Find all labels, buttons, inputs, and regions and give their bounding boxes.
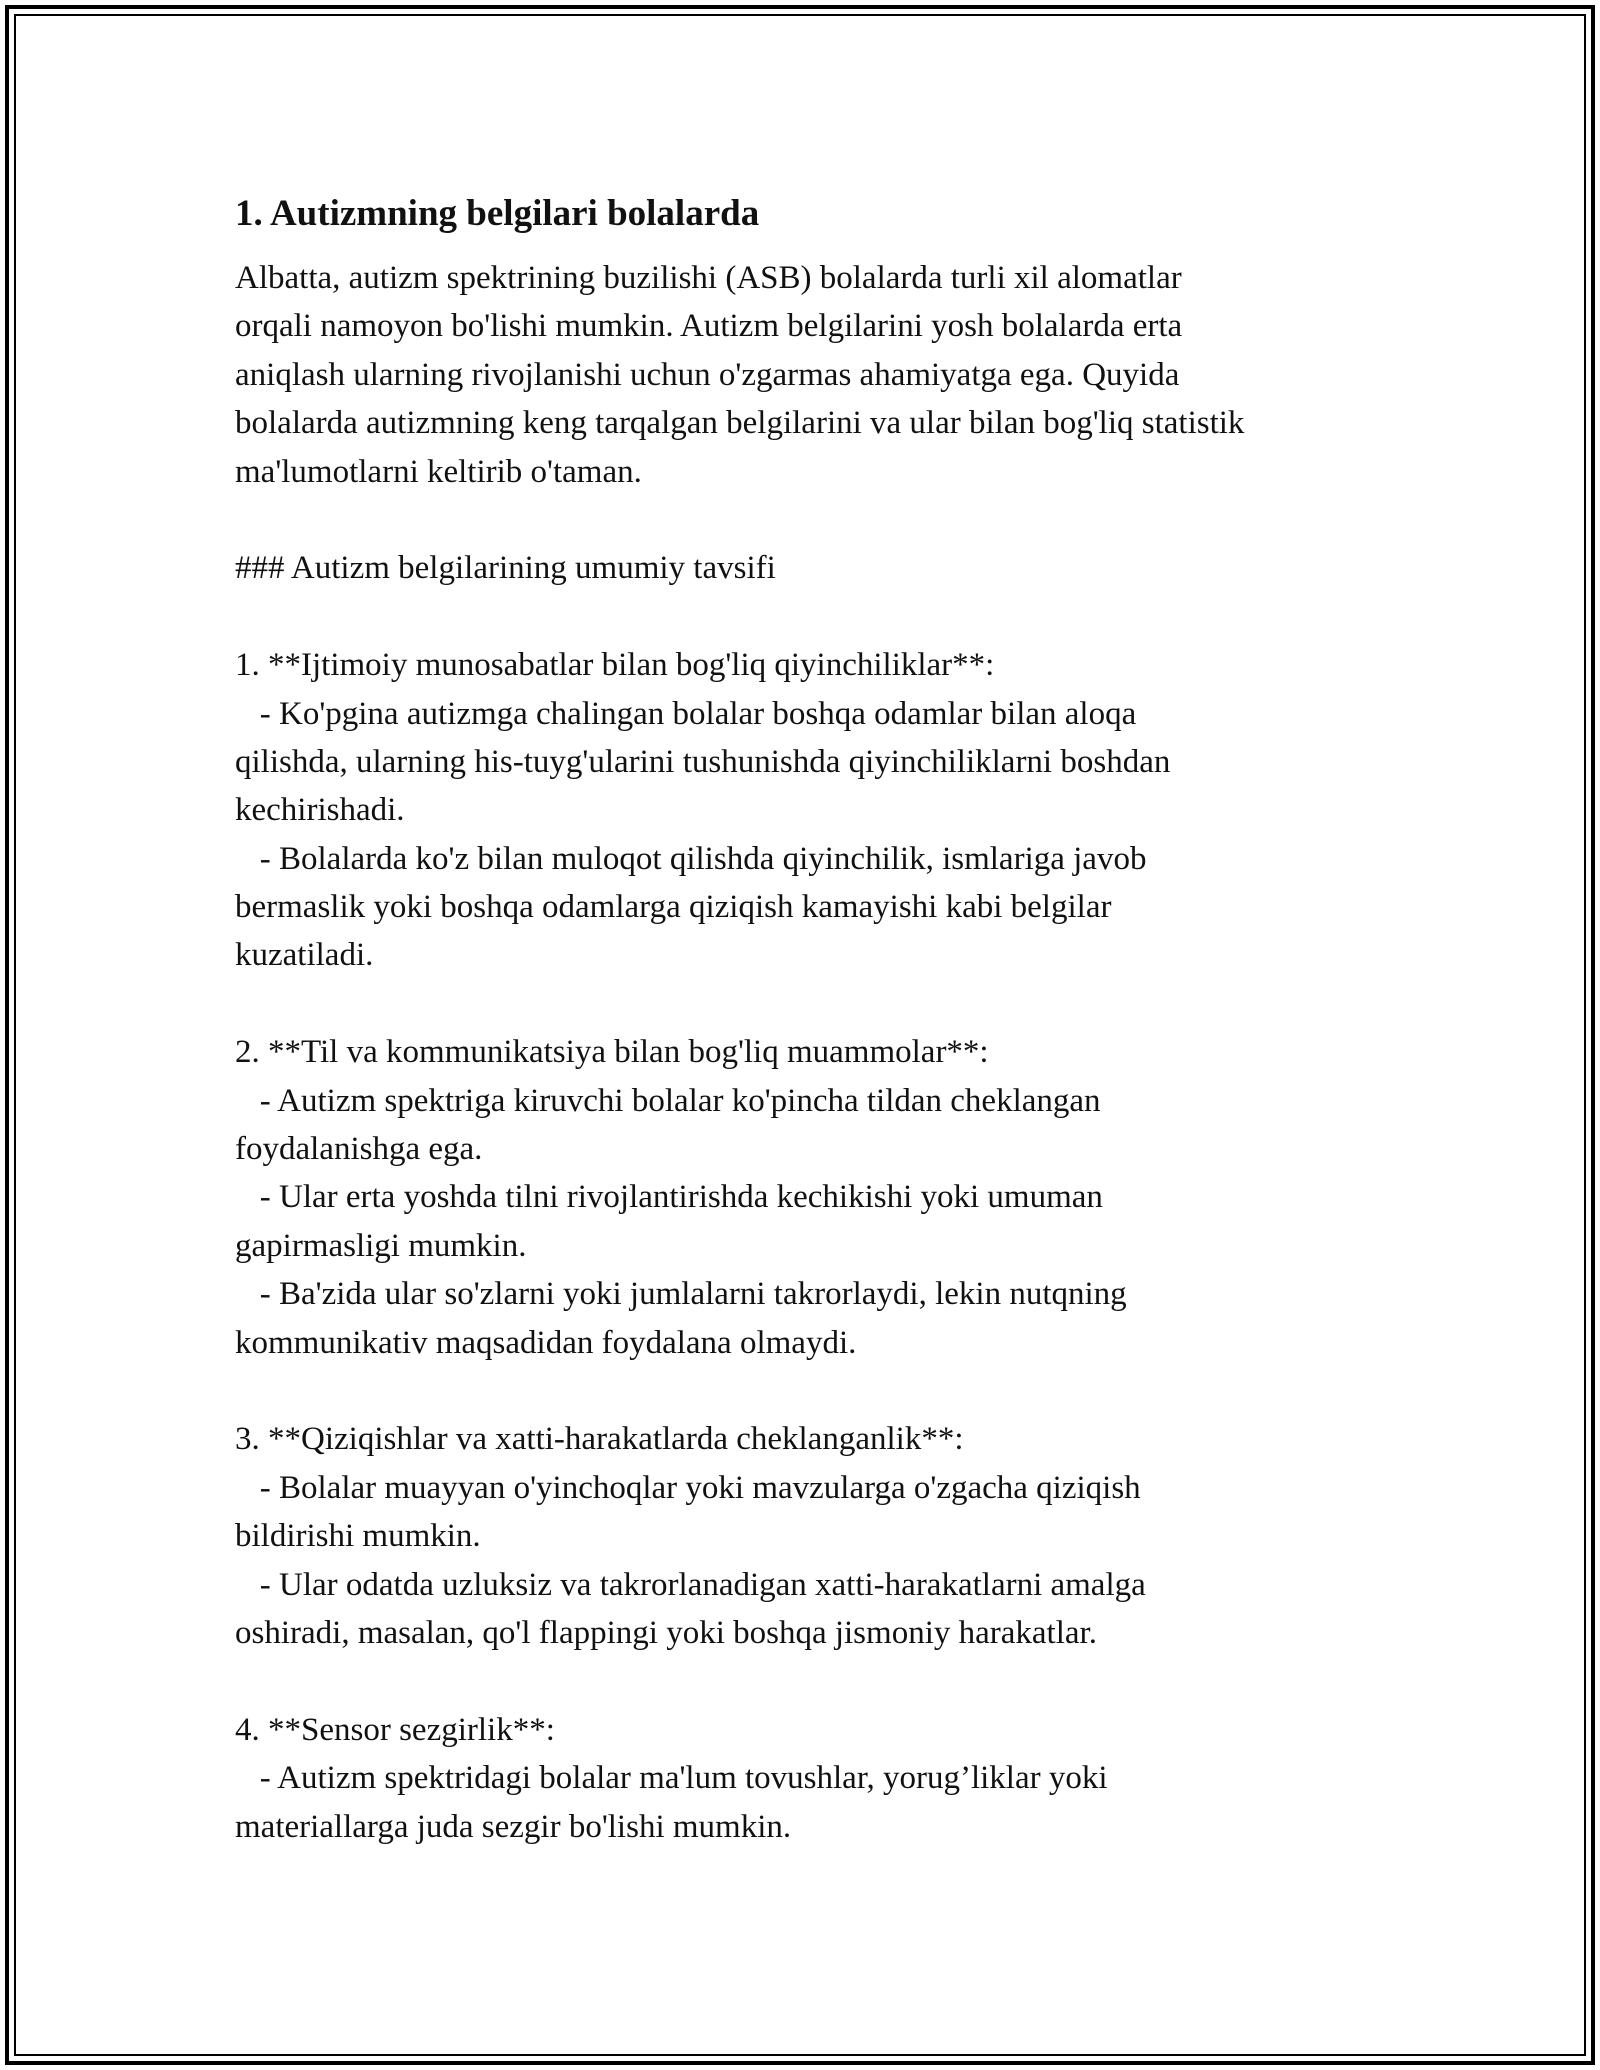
- text-line: orqali namoyon bo'lishi mumkin. Autizm belgilarini yosh bolalarda erta: [235, 308, 1183, 345]
- text-line: kuzatiladi.: [235, 937, 374, 974]
- text-line: 2. **Til va kommunikatsiya bilan bog'liq muammolar**:: [235, 1034, 989, 1071]
- text-line: [235, 1367, 1395, 1415]
- text-line: ### Autizm belgilarining umumiy tavsifi: [235, 550, 776, 587]
- text-line: - Bolalarda ko'z bilan muloqot qilishda qiyinchilik, ismlariga javob: [235, 840, 1147, 877]
- text-line: aniqlash ularning rivojlanishi uchun o'zgarmas ahamiyatga ega. Quyida: [235, 356, 1180, 393]
- text-line: Albatta, autizm spektrining buzilishi (ASB) bolalarda turli xil alomatlar: [235, 260, 1182, 296]
- document-text: [235, 254, 1395, 1851]
- text-line: - Ular erta yoshda tilni rivojlantirishda kechikishi yoki umuman: [235, 1179, 1103, 1216]
- document-heading: 1. Autizmning belgilari bolalarda: [235, 193, 760, 234]
- text-line: bermaslik yoki boshqa odamlarga qiziqish kamayishi kabi belgilar: [235, 889, 1112, 926]
- text-line: foydalanishga ega.: [235, 1131, 483, 1168]
- text-line: 1. **Ijtimoiy munosabatlar bilan bog'liq qiyinchiliklar**:: [235, 647, 995, 684]
- text-line: - Ular odatda uzluksiz va takrorlanadigan xatti-harakatlarni amalga: [235, 1566, 1146, 1603]
- text-line: gapirmasligi mumkin.: [235, 1227, 527, 1264]
- text-line: kommunikativ maqsadidan foydalana olmaydi.: [235, 1324, 857, 1361]
- text-line: [235, 980, 1395, 1028]
- text-line: - Ko'pgina autizmga chalingan bolalar boshqa odamlar bilan aloqa: [235, 695, 1137, 732]
- text-line: bolalarda autizmning keng tarqalgan belgilarini va ular bilan bog'liq statistik: [235, 405, 1245, 442]
- text-line: materiallarga juda sezgir bo'lishi mumkin.: [235, 1808, 792, 1845]
- text-line: [235, 593, 1395, 641]
- document-body: [235, 180, 1395, 1851]
- text-line: 4. **Sensor sezgirlik**:: [235, 1711, 555, 1748]
- text-line: ma'lumotlarni keltirib o'taman.: [235, 453, 642, 490]
- text-line: - Bolalar muayyan o'yinchoqlar yoki mavzularga o'zgacha qiziqish: [235, 1469, 1141, 1506]
- text-line: oshiradi, masalan, qo'l flappingi yoki boshqa jismoniy harakatlar.: [235, 1614, 1097, 1651]
- text-line: [235, 496, 1395, 544]
- text-line: - Ba'zida ular so'zlarni yoki jumlalarni takrorlaydi, lekin nutqning: [235, 1276, 1127, 1313]
- text-line: - Autizm spektriga kiruvchi bolalar ko'pincha tildan cheklangan: [235, 1082, 1101, 1119]
- text-line: [235, 1657, 1395, 1705]
- text-line: bildirishi mumkin.: [235, 1518, 481, 1555]
- text-line: qilishda, ularning his-tuyg'ularini tushunishda qiyinchiliklarni boshdan: [235, 743, 1171, 780]
- text-line: kechirishadi.: [235, 792, 405, 829]
- text-line: 3. **Qiziqishlar va xatti-harakatlarda cheklanganlik**:: [235, 1421, 964, 1458]
- text-line: - Autizm spektridagi bolalar ma'lum tovushlar, yorug’liklar yoki: [235, 1760, 1108, 1797]
